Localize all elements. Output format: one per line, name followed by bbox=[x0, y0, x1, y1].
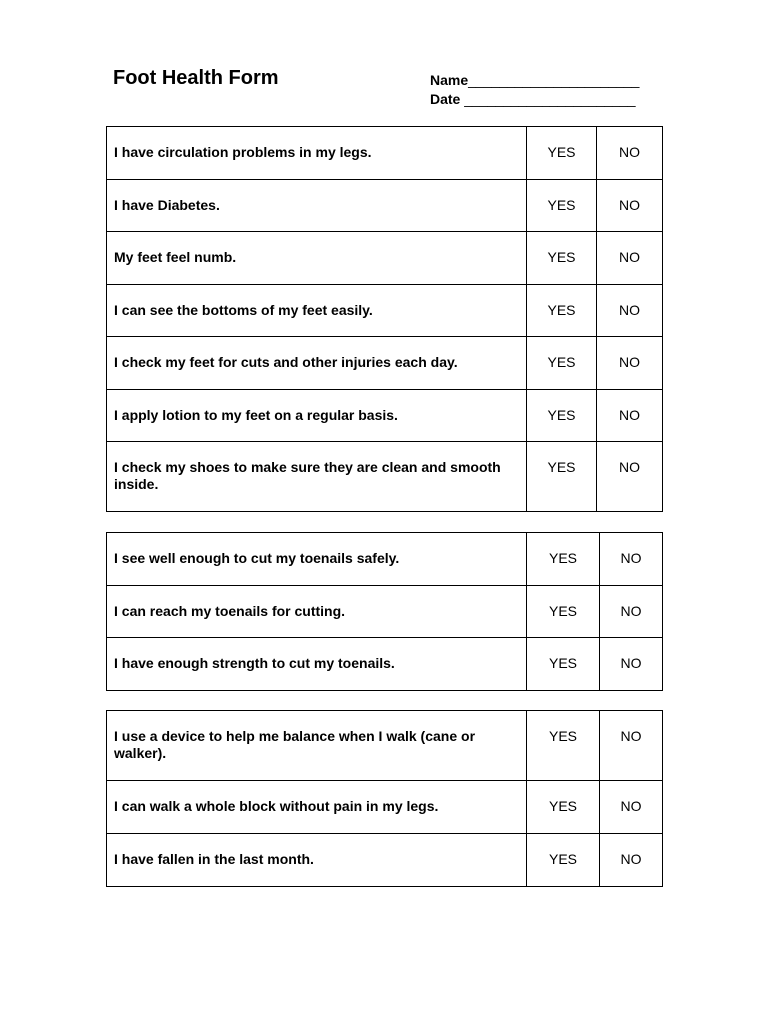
no-option[interactable]: NO bbox=[597, 284, 663, 337]
yes-option[interactable]: YES bbox=[527, 781, 600, 834]
question-text: I can see the bottoms of my feet easily. bbox=[107, 284, 527, 337]
no-option[interactable]: NO bbox=[600, 585, 663, 638]
question-table-circulation bbox=[106, 126, 663, 512]
no-option[interactable]: NO bbox=[597, 232, 663, 285]
question-text: I can reach my toenails for cutting. bbox=[107, 585, 527, 638]
no-option[interactable]: NO bbox=[597, 179, 663, 232]
question-row bbox=[107, 585, 663, 638]
question-text: I check my shoes to make sure they are clean and smooth inside. bbox=[107, 442, 527, 512]
question-row bbox=[107, 284, 663, 337]
question-row bbox=[107, 638, 663, 691]
yes-option[interactable]: YES bbox=[527, 179, 597, 232]
question-table-toenails bbox=[106, 532, 663, 691]
date-label: Date bbox=[430, 91, 461, 107]
yes-option[interactable]: YES bbox=[527, 284, 597, 337]
question-row bbox=[107, 533, 663, 586]
yes-option[interactable]: YES bbox=[527, 127, 597, 180]
no-option[interactable]: NO bbox=[600, 781, 663, 834]
question-row bbox=[107, 127, 663, 180]
question-text: I have fallen in the last month. bbox=[107, 833, 527, 886]
question-row bbox=[107, 833, 663, 886]
yes-option[interactable]: YES bbox=[527, 711, 600, 781]
question-row bbox=[107, 442, 663, 512]
no-option[interactable]: NO bbox=[600, 833, 663, 886]
question-text: I can walk a whole block without pain in my legs. bbox=[107, 781, 527, 834]
question-row bbox=[107, 711, 663, 781]
yes-option[interactable]: YES bbox=[527, 585, 600, 638]
no-option[interactable]: NO bbox=[600, 638, 663, 691]
question-text: I apply lotion to my feet on a regular basis. bbox=[107, 389, 527, 442]
no-option[interactable]: NO bbox=[600, 711, 663, 781]
question-text: I see well enough to cut my toenails safely. bbox=[107, 533, 527, 586]
question-text: My feet feel numb. bbox=[107, 232, 527, 285]
question-text: I use a device to help me balance when I walk (cane or walker). bbox=[107, 711, 527, 781]
question-table-mobility bbox=[106, 710, 663, 887]
yes-option[interactable]: YES bbox=[527, 533, 600, 586]
name-label: Name bbox=[430, 72, 469, 88]
no-option[interactable]: NO bbox=[597, 442, 663, 512]
date-line[interactable]: ______________________ bbox=[460, 91, 636, 107]
yes-option[interactable]: YES bbox=[527, 389, 597, 442]
question-row bbox=[107, 179, 663, 232]
yes-option[interactable]: YES bbox=[527, 337, 597, 390]
yes-option[interactable]: YES bbox=[527, 232, 597, 285]
form-title: Foot Health Form bbox=[113, 67, 279, 89]
question-text: I check my feet for cuts and other injuries each day. bbox=[107, 337, 527, 390]
question-row bbox=[107, 232, 663, 285]
name-field[interactable] bbox=[430, 72, 639, 88]
question-text: I have Diabetes. bbox=[107, 179, 527, 232]
question-row bbox=[107, 389, 663, 442]
no-option[interactable]: NO bbox=[597, 337, 663, 390]
yes-option[interactable]: YES bbox=[527, 638, 600, 691]
question-text: I have circulation problems in my legs. bbox=[107, 127, 527, 180]
question-text: I have enough strength to cut my toenails. bbox=[107, 638, 527, 691]
no-option[interactable]: NO bbox=[600, 533, 663, 586]
question-row bbox=[107, 337, 663, 390]
yes-option[interactable]: YES bbox=[527, 833, 600, 886]
date-field[interactable] bbox=[430, 91, 636, 107]
name-line[interactable]: ______________________ bbox=[468, 72, 640, 88]
no-option[interactable]: NO bbox=[597, 389, 663, 442]
no-option[interactable]: NO bbox=[597, 127, 663, 180]
question-row bbox=[107, 781, 663, 834]
yes-option[interactable]: YES bbox=[527, 442, 597, 512]
